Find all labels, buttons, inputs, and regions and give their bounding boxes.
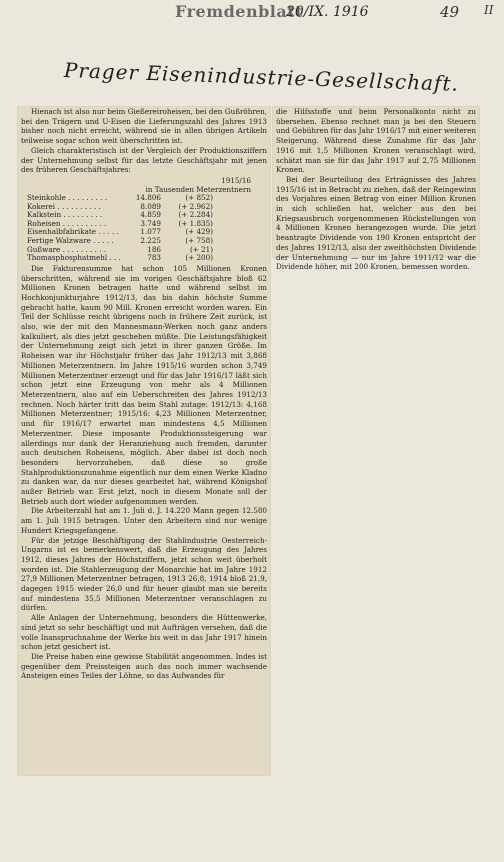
paragraph: Bei der Beurteilung des Ertrágnisses des Jahres 1915/16 ist in Betracht zu ziehen, daß der Reingewinn des Vorjahres einen Betrag von einer Million Kronen in sich schließen hat, welcher aus den bei Kriegsausbruch vorgenommenen Rückstellungen von 4 Millionen Kronen herangezogen wurde. Die jetzt beantragte Dividende von 190 Kronen entspricht der des Jahres 1912/13, also der zweithöchsten Dividende der Unternehmung — nur im Jahre 1911/12 war die Dividende höher, mit 200 Kronen, bemessen worden. bbox=[276, 174, 476, 272]
table-year-header: 1915/16 bbox=[221, 175, 251, 185]
right-column-text bbox=[273, 107, 479, 272]
paragraph: Hienach ist also nur beim Gießereiroheisen, bei den Gußröhren, bei den Trägern und U-Eisen die Lieferungszahl des Jahres 1913 bisher noch nicht erreicht, während sie in allen übrigen Artikeln teilweise sogar schon weit überschritten ist. bbox=[21, 107, 267, 146]
table-cell-label: Kalkstein . . . . . . . . . bbox=[27, 210, 103, 220]
paragraph: Die Fakturensumme hat schon 105 Millionen Kronen überschritten, während sie im vorigen Geschäftsjahre bloß 62 Millionen Kronen betragen hatte und während selbst im Hochkonjunkturjahre 1912/13, das bis dahin höchste Summe gebracht hatte, kaum 90 Mill. Kronen erreicht worden waren. Ein Teil der Schlüsse reicht übrigens noch in frühere Zeit zurück, ist also, wie der mit den Mannesmann-Werken noch ganz anders kalkuliert, als dies jetzt geschehen müßte. Die Leistungsfähigkeit der Unternehmung zeigt sich jetzt in ihrer ganzen Größe. Im Roheisen war ihr Höchstjahr früher das Jahr 1912/13 mit 3,868 Millionen Meterzentnern. Im Jahre 1915/16 wurden schon 3,749 Millionen Meterzentner erzeugt und für das Jahr 1916/17 läßt sich schon jetzt eine Erzeugung von mehr als 4 Millionen Meterzentnern, also auf ein Ueberschreiten des Jahres 1912/13 rechnen. Noch härter tritt das beim Stahl zutage: 1912/13: 4,168 Millionen Meterzentner; 1915/16: 4,23 Millionen Meterzentner, und für 1916/17 erwartet man mindestens 4,5 Millionen Meterzentner. Diese imposante Produktionssteigerung war allerdings nur dank der Heranziehung auch fremden, darunter auch deutschen Roheisens, möglich. Aber dabei ist doch noch besonders hervorzuheben, daß diese so große Stahlproduktionszunahme eigentlich nur dem einen Werke Kladno zu danken war, da nur dieses gearbeitet hat, während Königshof außer Betrieb war. Erst jetzt, noch in diesem Monate soll der Betrieb auch dort wieder aufgenommen werden. bbox=[21, 263, 267, 506]
newspaper-name: Fremdenblatt bbox=[175, 2, 304, 21]
table-cell-value: 8.089 bbox=[140, 201, 161, 211]
table-cell-value: 3.749 bbox=[140, 218, 161, 228]
handwritten-title: Prager Eisenindustrie-Gesellschaft. bbox=[63, 58, 460, 96]
table-cell-label: Fertige Walzware . . . . . bbox=[27, 236, 114, 246]
table-cell-change: (+ 2.284) bbox=[178, 210, 213, 220]
table-cell-change: (+ 852) bbox=[185, 193, 213, 203]
paragraph: Die Preise haben eine gewisse Stabilität angenommen. Indes ist gegenüber dem Preissteigen auch das noch immer wachsende Ansteigen eines Teiles der Löhne, so das Aufwandes für bbox=[21, 651, 267, 681]
newspaper-clipping-right bbox=[273, 107, 479, 272]
table-cell-label: Eisenhalbfabrikate . . . . . bbox=[27, 227, 119, 237]
table-cell-label: Roheisen . . . . . . . . . . bbox=[27, 218, 107, 228]
table-cell-label: Gußware . . . . . . . . . . bbox=[27, 244, 106, 254]
table-cell-label: Steinkohle . . . . . . . . . bbox=[27, 193, 107, 203]
table-cell-change: (+ 200) bbox=[185, 253, 213, 263]
table-cell-value: 783 bbox=[147, 253, 161, 263]
table-cell-label: Thomasphosphatmehl . . . bbox=[27, 253, 121, 263]
table-cell-value: 14.806 bbox=[135, 193, 161, 203]
paragraph: die Hilfsstoffe und beim Personalkonto nicht zu übersehen. Ebenso rechnet man ja bei den Steuern und Gebühren für das Jahr 1916/17 mit einer weiteren Steigerung. Während diese Zunahme für das Jahr 1916 mit 1,5 Millionen Kronen veranschlagt wird, schätzt man sie für das Jahr 1917 auf 2,75 Millionen Kronen. bbox=[276, 107, 476, 175]
newspaper-clipping-left bbox=[18, 107, 270, 775]
table-cell-change: (+ 2.962) bbox=[178, 201, 213, 211]
production-table bbox=[27, 177, 261, 263]
page-number: 49 bbox=[440, 3, 460, 21]
paragraph: Für die jetzige Beschäftigung der Stahlindustrie Oesterreich-Ungarns ist es bemerkenswert, daß die Erzeugung des Jahres 1912, dieses Jahres der Höchstziffern, jetzt schon weit überholt worden ist. Die Stahlerzeugung der Monarchie hat im Jahre 1912 27,9 Millionen Meterzentner betragen, 1913 26,8, 1914 bloß 21,9, dagegen 1915 wieder 26,0 und für heuer glaubt man sie bereits auf mindestens 35,5 Millionen Meterzentner veranschlagen zu dürfen. bbox=[21, 535, 267, 613]
paragraph: Alle Anlagen der Unternehmung, besonders die Hüttenwerke, sind jetzt so sehr beschäftigt und mit Aufträgen versehen, daß die volle Inanspruchnahme der Werke bis weit in das Jahr 1917 hinein schon jetzt gesichert ist. bbox=[21, 613, 267, 652]
table-cell-value: 4.859 bbox=[140, 210, 161, 220]
table-cell-change: (+ 429) bbox=[185, 227, 213, 237]
table-cell-change: (+ 1.835) bbox=[178, 218, 213, 228]
handwritten-date: 20/IX. 1916 bbox=[286, 4, 369, 20]
table-cell-value: 2.225 bbox=[140, 236, 161, 246]
table-cell-value: 186 bbox=[147, 244, 161, 254]
paragraph: Die Arbeiterzahl hat am 1. Juli d. J. 14.220 Mann gegen 12.580 am 1. Juli 1915 betragen. Unter den Arbeitern sind nur wenige Hundert Kriegsgefangene. bbox=[21, 506, 267, 535]
table-unit-header: in Tausenden Meterzentnern bbox=[145, 184, 251, 194]
paragraph: Gleich charakteristisch ist der Vergleich der Produktionsziffern der Unternehmung selbst für das letzte Geschäftsjahr mit jenen des früheren Geschäftsjahres: bbox=[21, 145, 267, 175]
left-column-text bbox=[18, 107, 270, 681]
table-cell-value: 1.077 bbox=[140, 227, 161, 237]
table-row bbox=[27, 254, 261, 263]
table-cell-change: (+ 21) bbox=[189, 244, 213, 254]
corner-mark: II bbox=[484, 3, 494, 17]
table-cell-label: Kokerei . . . . . . . . . . bbox=[27, 201, 101, 211]
table-cell-change: (+ 758) bbox=[185, 236, 213, 246]
